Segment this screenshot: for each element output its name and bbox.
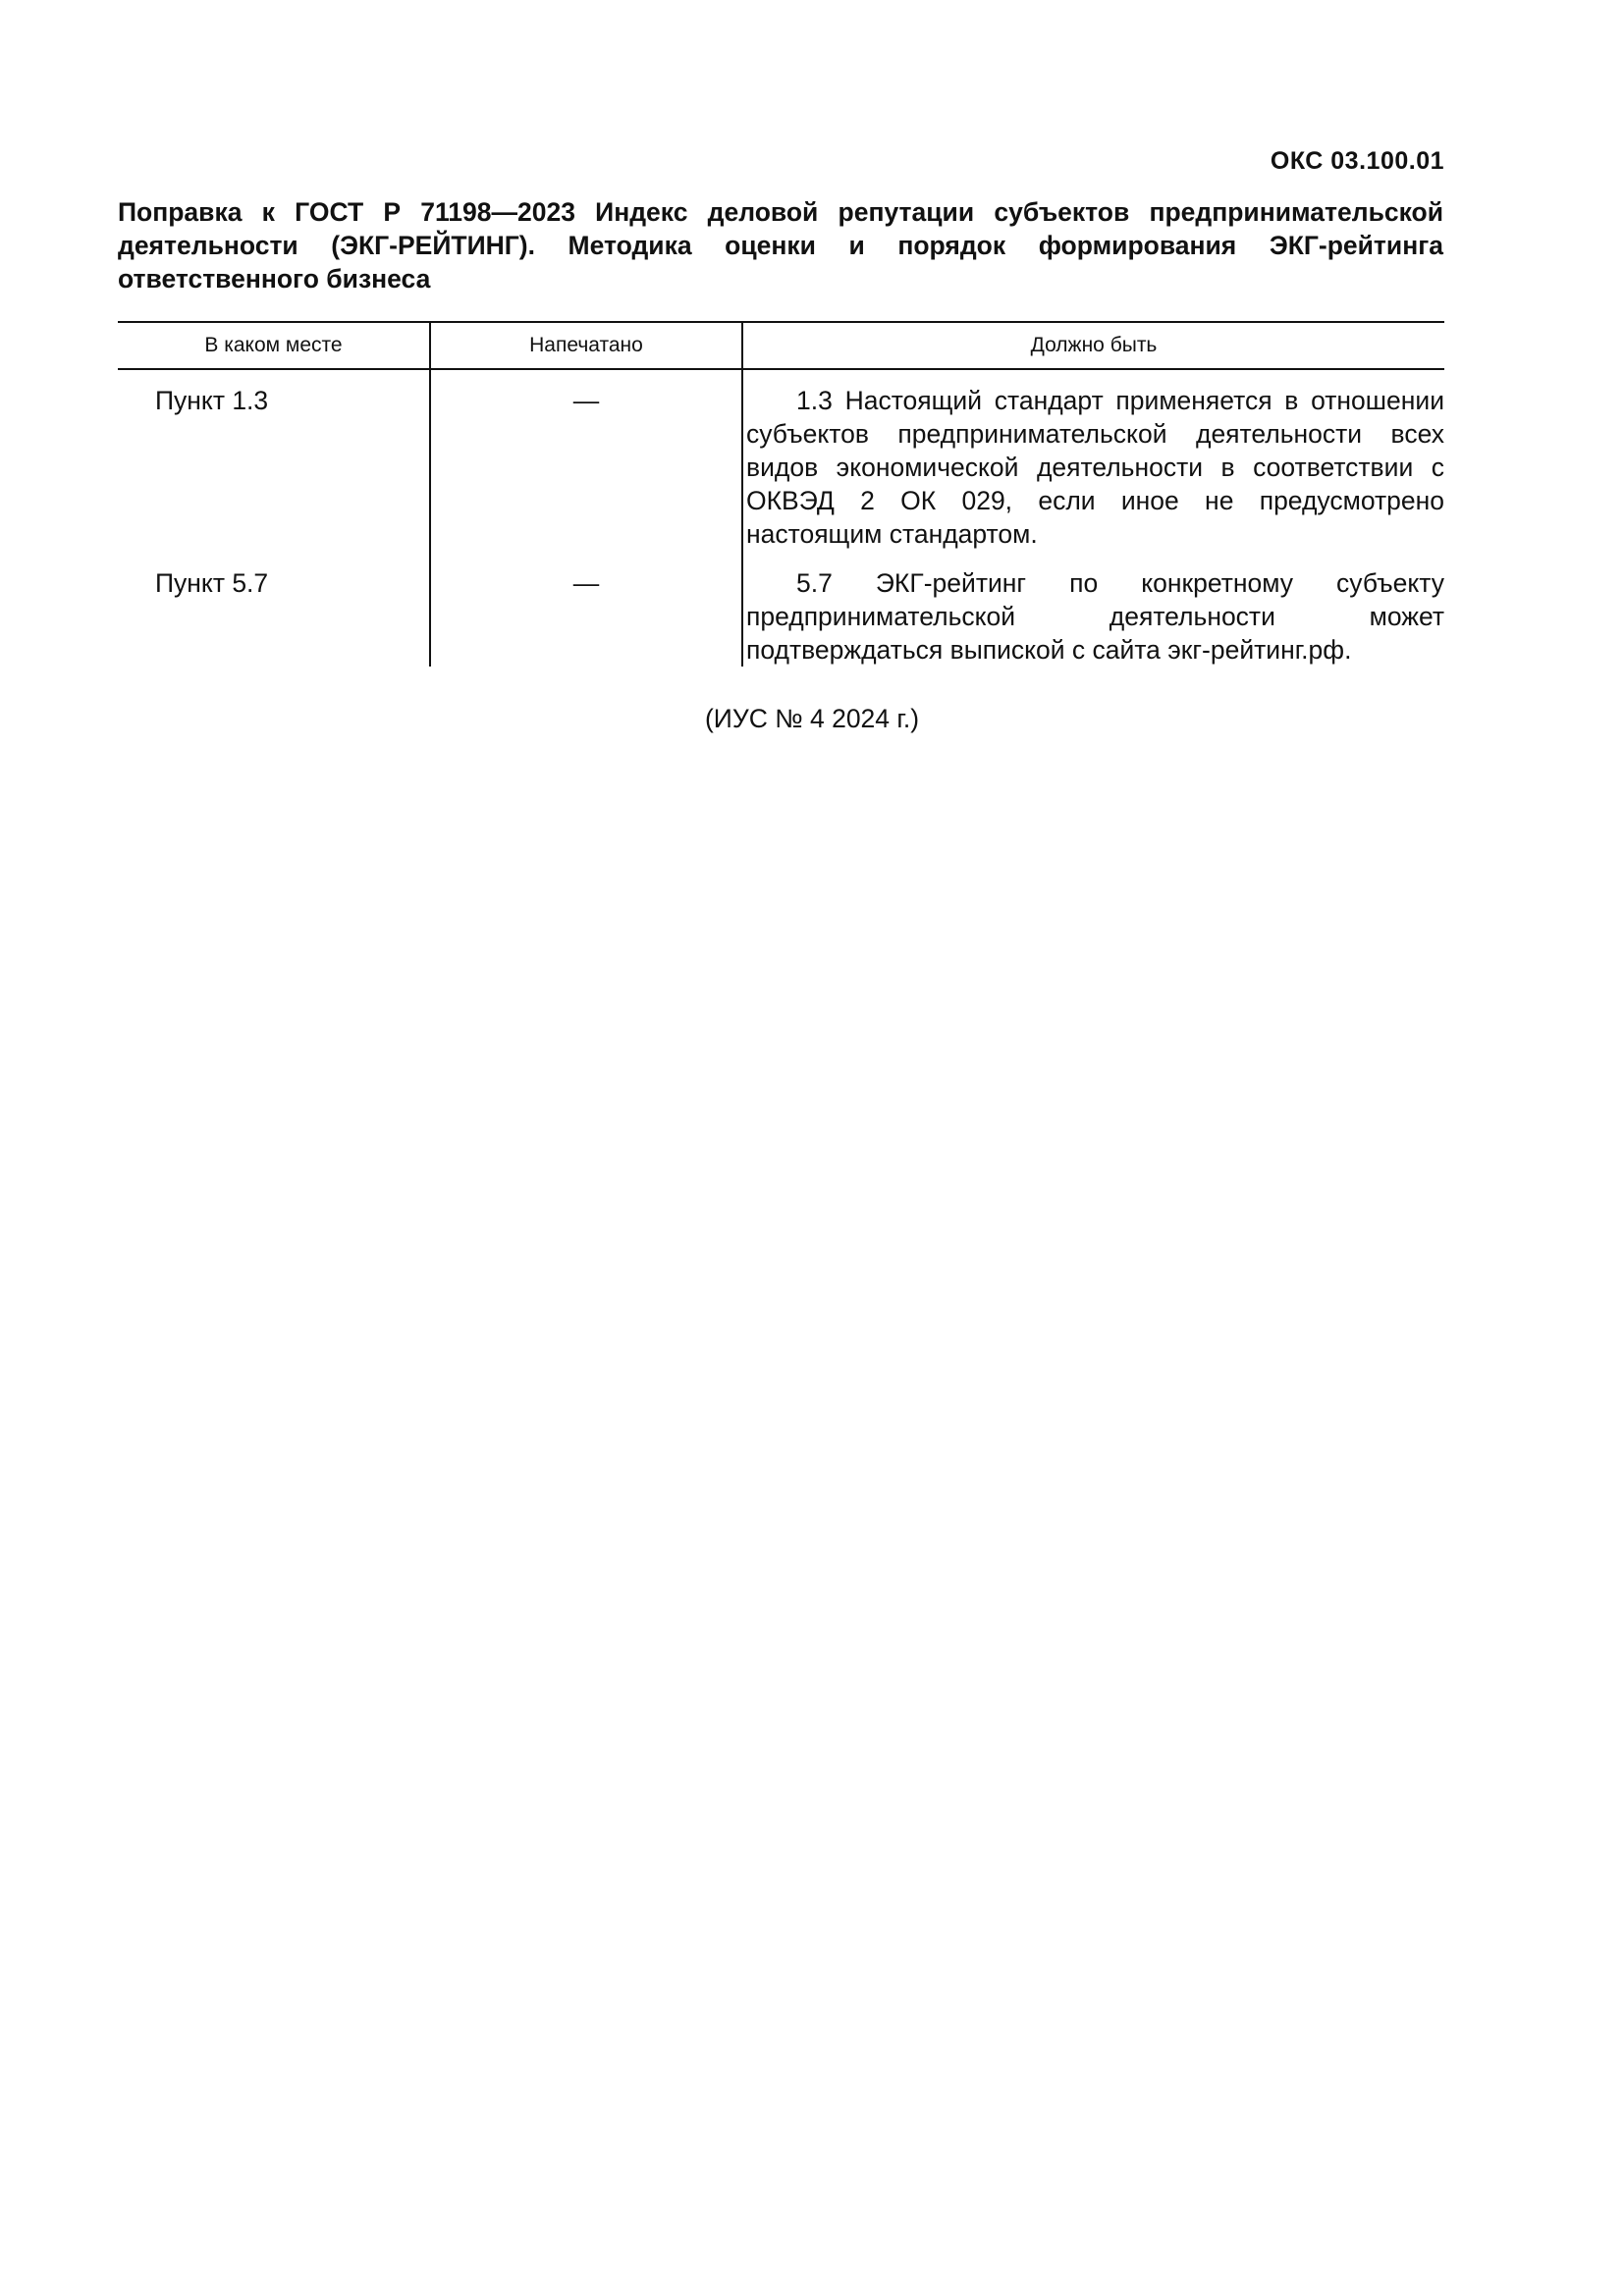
amendment-title: Поправка к ГОСТ Р 71198—2023 Индекс деловой репутации субъектов предпринимательской деятельности (ЭКГ-РЕЙТИНГ). Методика оценки и порядок формирования ЭКГ-рейтинга ответственного бизнеса: [118, 197, 1443, 294]
table-row: [118, 369, 1444, 551]
cell-printed: —: [430, 369, 742, 551]
column-header-should-be: Должно быть: [742, 322, 1444, 369]
ius-reference: (ИУС № 4 2024 г.): [704, 704, 920, 733]
amendment-table: [118, 321, 1444, 667]
cell-printed: —: [430, 551, 742, 667]
cell-where: Пункт 1.3: [155, 386, 269, 415]
cell-should-be-text: 1.3 Настоящий стандарт применяется в отношении субъектов предпринимательской деятельности всех видов экономической деятельности в соответствии с ОКВЭД 2 ОК 029, если иное не предусмотрено настоящим стандартом.: [746, 386, 1444, 549]
classification-code: ОКС 03.100.01: [1270, 147, 1444, 175]
table-header-row: [118, 322, 1444, 369]
cell-should-be: [742, 369, 1444, 551]
cell-where: Пункт 5.7: [155, 568, 269, 598]
column-header-where: В каком месте: [118, 322, 430, 369]
cell-should-be-text: 5.7 ЭКГ-рейтинг по конкретному субъекту предпринимательской деятельности может подтверждаться выпиской с сайта экг-рейтинг.рф.: [746, 568, 1444, 665]
table-row: [118, 551, 1444, 667]
column-header-printed: Напечатано: [430, 322, 742, 369]
cell-should-be: [742, 551, 1444, 667]
